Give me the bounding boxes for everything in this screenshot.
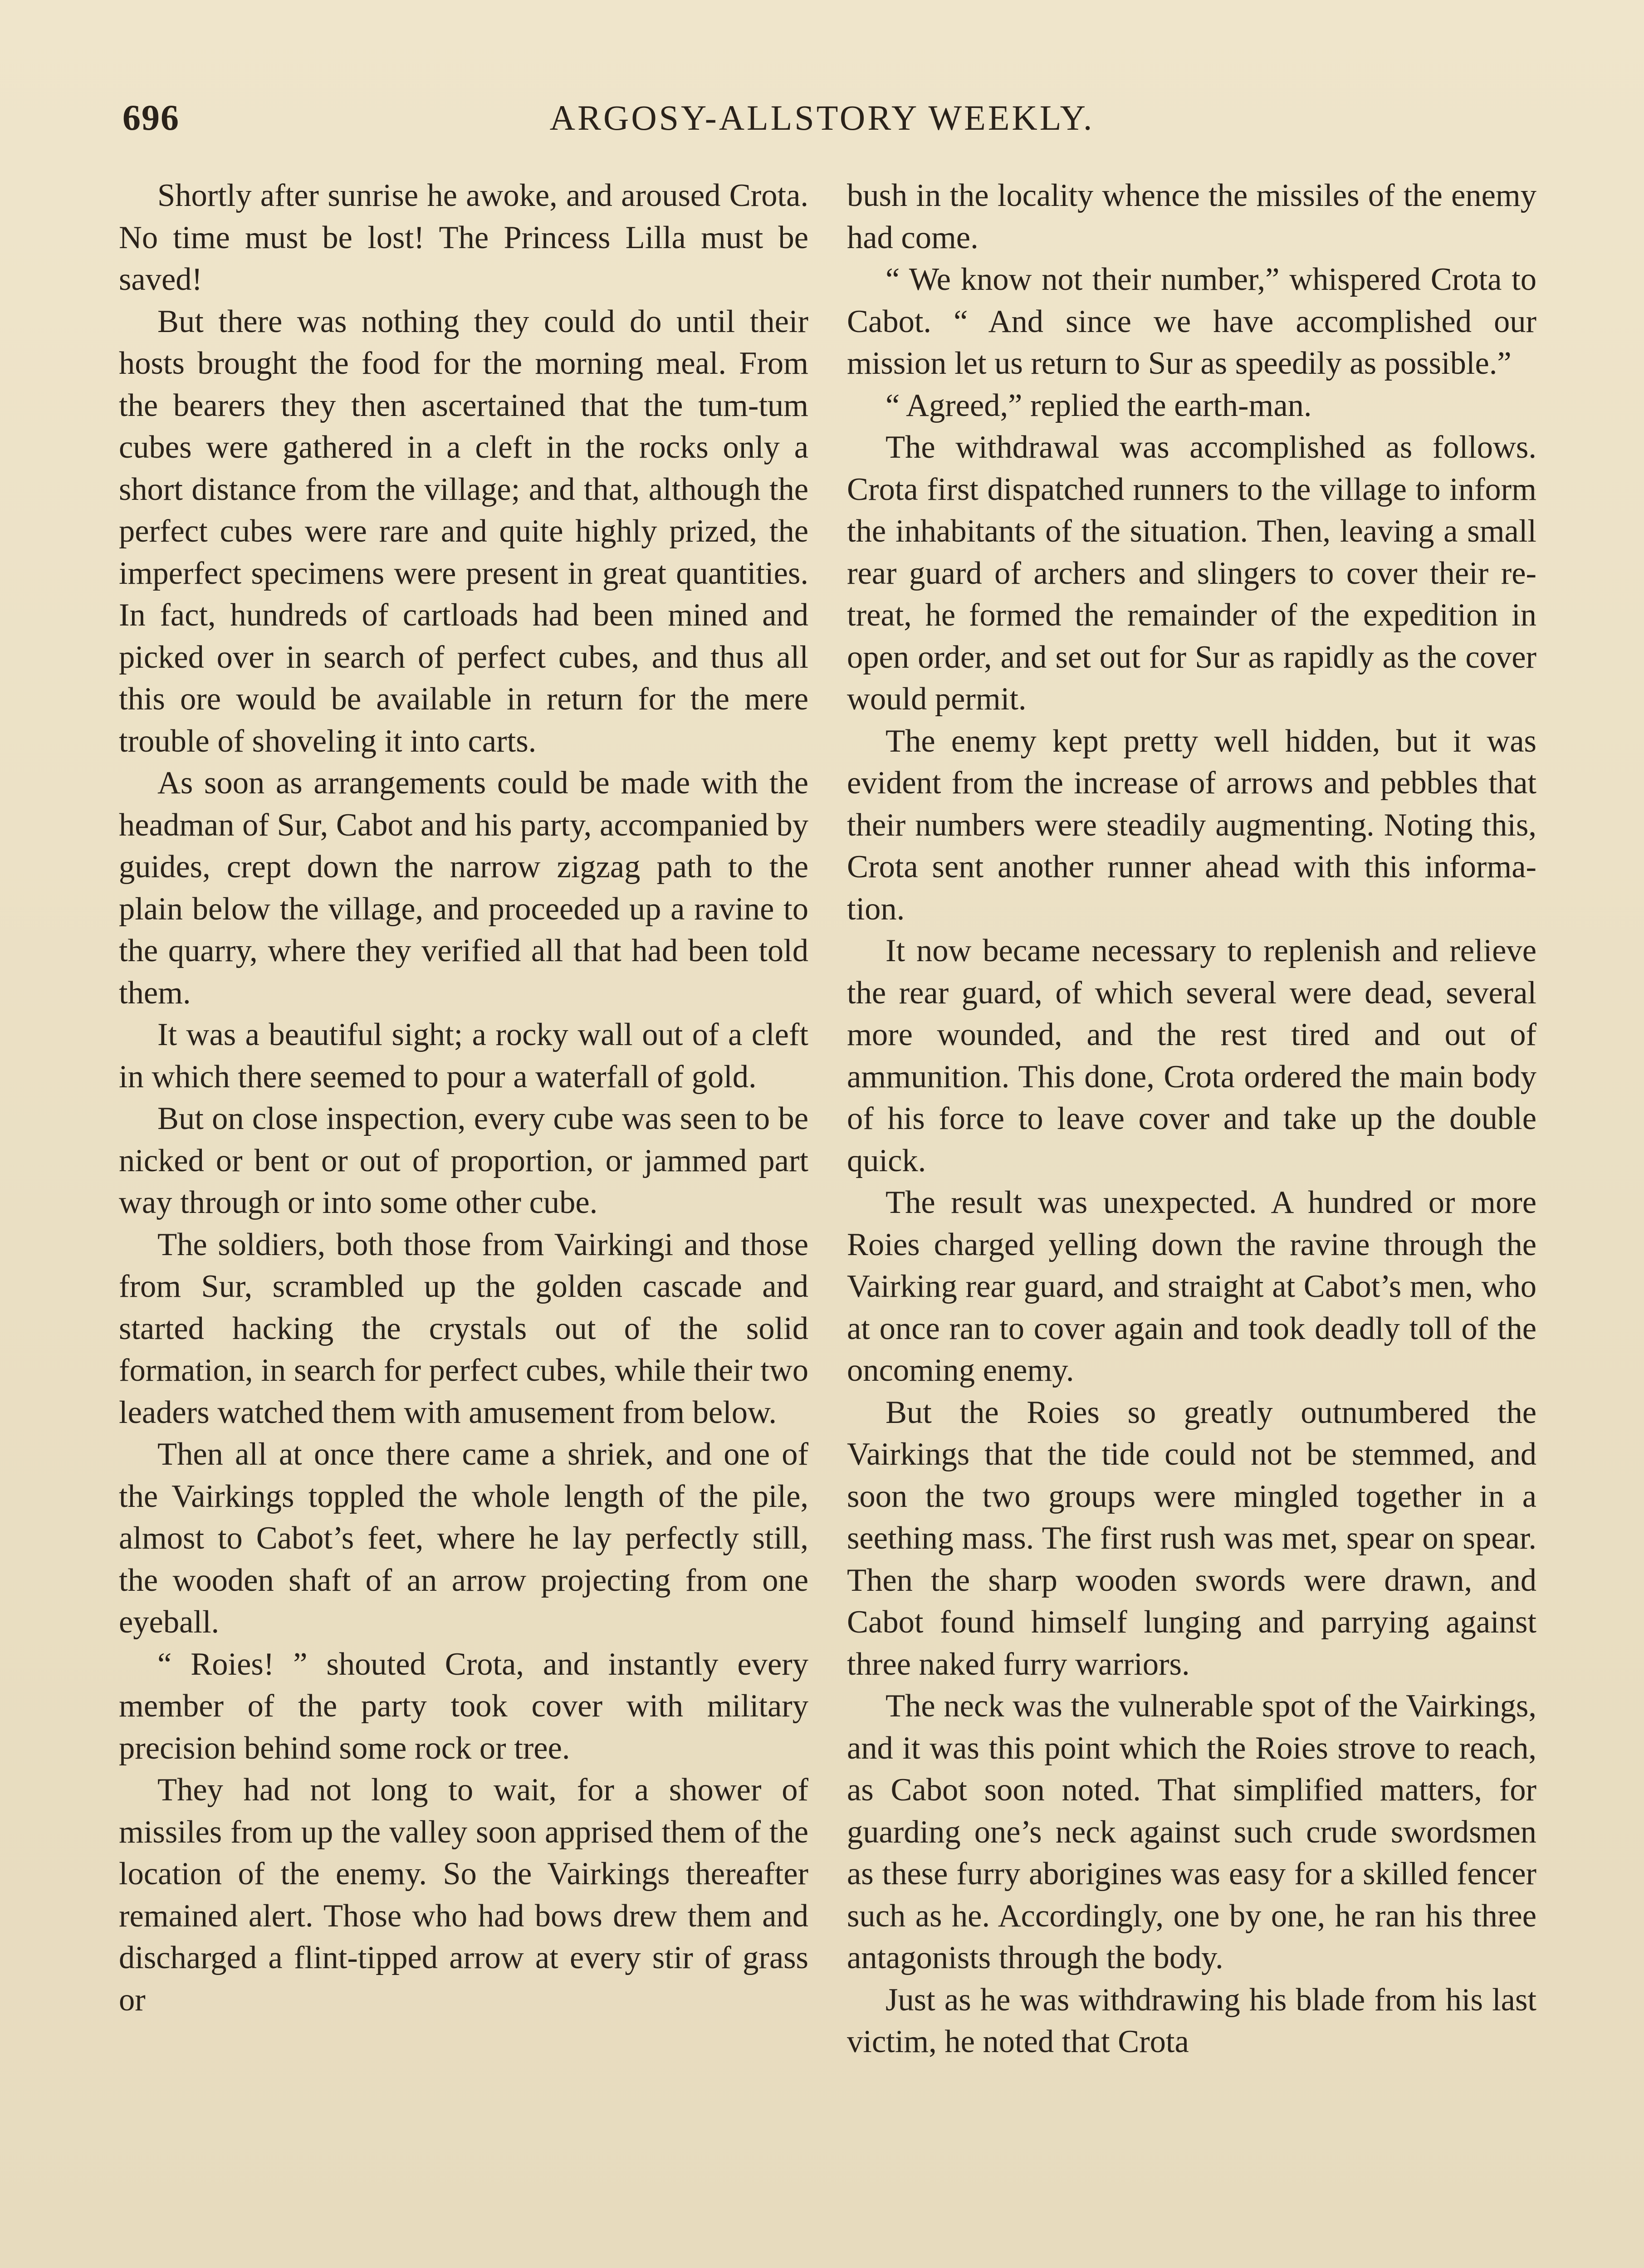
paragraph: The enemy kept pretty well hidden, but it was evident from the increase of arrows and pebbles that their numbers were steadily augmenting. Noting this, Crota sent another runner ahead with this information.	[847, 723, 1536, 927]
paragraph: But there was nothing they could do until their hosts brought the food for the morning meal. From the bearers they then ascertained that the tum-tum cubes were gathered in a cleft in the rocks only a short distance from the village; and that, although the perfect cubes were rare and quite highly prized, the imperfect specimens were present in great quantities. In fact, hundreds of cartloads had been mined and picked over in search of perfect cubes, and thus all this ore would be available in return for the mere trouble of shoveling it into carts.	[119, 303, 808, 759]
paragraph-continued: bush in the locality whence the missiles of the enemy had come.	[847, 178, 1536, 255]
page-header	[122, 98, 1522, 152]
left-column	[119, 175, 808, 2021]
paragraph: But the Roies so greatly outnumbered the Vairkings that the tide could not be stemmed, and soon the two groups were mingled together in a seething mass. The first rush was met, spear on spear. Then the sharp wooden swords were drawn, and Cabot found himself lunging and parrying against three naked furry warriors.	[847, 1394, 1536, 1682]
page-number: 696	[122, 98, 180, 138]
paragraph: “ We know not their number,” whispered Crota to Cabot. “ And since we have accomplished our mission let us return to Sur as speedily as possible.”	[847, 262, 1536, 381]
paragraph: As soon as arrangements could be made with the headman of Sur, Cabot and his party, accompanied by guides, crept down the narrow zigzag path to the plain below the village, and proceeded up a ravine to the quarry, where they verified all that had been told them.	[119, 765, 808, 1011]
paragraph: Shortly after sunrise he awoke, and aroused Crota. No time must be lost! The Princess Lilla must be saved!	[119, 178, 808, 297]
paragraph: “ Roies! ” shouted Crota, and instantly every member of the party took cover with military precision behind some rock or tree.	[119, 1646, 808, 1766]
paragraph: The neck was the vulnerable spot of the Vairkings, and it was this point which the Roies strove to reach, as Cabot soon noted. That simplified matters, for guarding one’s neck against such crude swordsmen as these furry aborigines was easy for a skilled fencer such as he. Accordingly, one by one, he ran his three antagonists through the body.	[847, 1688, 1536, 1975]
paragraph: But on close inspection, every cube was seen to be nicked or bent or out of proportion, or jammed part way through or into some other cube.	[119, 1101, 808, 1220]
text-columns	[119, 175, 1539, 2268]
paragraph: The result was unexpected. A hundred or more Roies charged yelling down the ravine through the Vairking rear guard, and straight at Cabot’s men, who at once ran to cover again and took deadly toll of the oncoming enemy.	[847, 1185, 1536, 1388]
paragraph: The withdrawal was accomplished as follows. Crota first dispatched runners to the village to inform the inhabitants of the situation. Then, leaving a small rear guard of archers and slingers to cover their retreat, he formed the remainder of the expedition in open order, and set out for Sur as rapidly as the cover would permit.	[847, 430, 1536, 717]
running-head: ARGOSY-ALLSTORY WEEKLY.	[549, 98, 1095, 137]
paragraph: Then all at once there came a shriek, and one of the Vairkings toppled the whole length of the pile, almost to Cabot’s feet, where he lay perfectly still, the wooden shaft of an arrow projecting from one eyeball.	[119, 1437, 808, 1640]
right-column	[847, 175, 1536, 2063]
paragraph: It was a beautiful sight; a rocky wall out of a cleft in which there seemed to pour a waterfall of gold.	[119, 1017, 808, 1095]
paragraph: Just as he was withdrawing his blade from his last victim, he noted that Crota	[847, 1982, 1536, 2059]
paragraph: The soldiers, both those from Vairkingi and those from Sur, scrambled up the golden cascade and started hacking the crystals out of the solid formation, in search for perfect cubes, while their two leaders watched them with amusement from below.	[119, 1227, 808, 1430]
paragraph: “ Agreed,” replied the earth-man.	[886, 387, 1312, 423]
paragraph: They had not long to wait, for a shower of missiles from up the valley soon apprised them of the location of the enemy. So the Vairkings thereafter remained alert. Those who had bows drew them and discharged a flint-tipped arrow at every stir of grass or	[119, 1772, 808, 2018]
paragraph: It now became necessary to replenish and relieve the rear guard, of which several were dead, several more wounded, and the rest tired and out of ammunition. This done, Crota ordered the main body of his force to leave cover and take up the double quick.	[847, 933, 1536, 1178]
